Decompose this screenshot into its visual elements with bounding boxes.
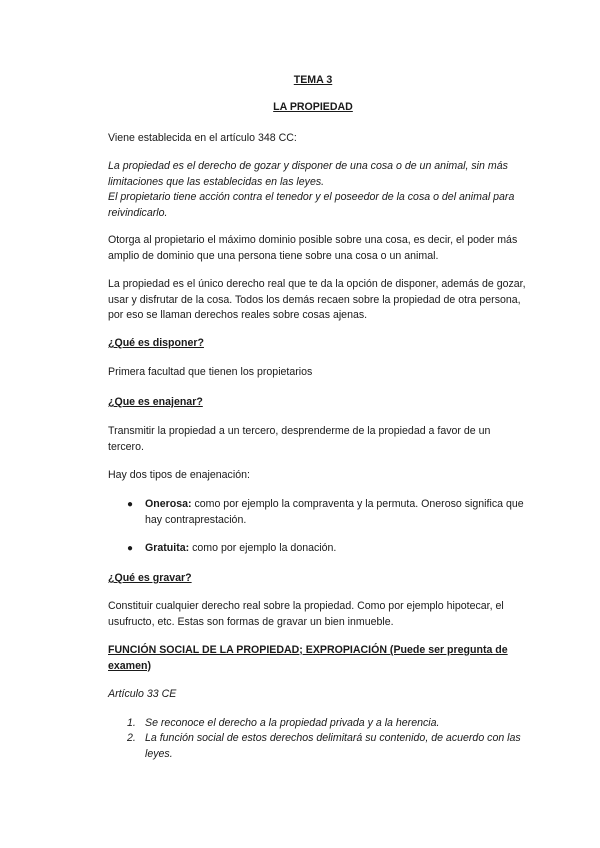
- page-subtitle: LA PROPIEDAD: [273, 101, 353, 113]
- list-number: 1.: [127, 717, 136, 729]
- bullet-marker: ●: [127, 499, 134, 510]
- paragraph-gravar: Constituir cualquier derecho real sobre la propiedad. Como por ejemplo hipotecar, el usufructo, etc. Estas son formas de gravar un bien inmueble.: [108, 600, 504, 628]
- list-item-gratuita: [145, 541, 525, 557]
- list-number: 2.: [127, 732, 136, 744]
- list-item-1: Se reconoce el derecho a la propiedad privada y a la herencia.: [145, 717, 440, 729]
- paragraph-enajenar: Transmitir la propiedad a un tercero, desprenderme de la propiedad a favor de un tercero.: [108, 425, 491, 453]
- heading-enajenar: ¿Que es enajenar?: [108, 396, 203, 408]
- article-reference: Artículo 33 CE: [108, 688, 177, 700]
- text-onerosa: como por ejemplo la compraventa y la permuta. Oneroso significa que hay contraprestación.: [145, 498, 524, 526]
- bullet-marker: ●: [127, 543, 134, 554]
- paragraph-dominio: Otorga al propietario el máximo dominio posible sobre una cosa, es decir, el poder más amplio de dominio que una persona tiene sobre una cosa o un animal.: [108, 234, 518, 262]
- heading-funcion-social: FUNCIÓN SOCIAL DE LA PROPIEDAD; EXPROPIACIÓN (Puede ser pregunta de examen): [108, 644, 508, 672]
- text-gratuita: como por ejemplo la donación.: [189, 542, 337, 554]
- paragraph-disponer: Primera facultad que tienen los propietarios: [108, 366, 313, 378]
- quote-line-2: El propietario tiene acción contra el tenedor y el poseedor de la cosa o del animal para reivindicarlo.: [108, 191, 515, 219]
- term-gratuita: Gratuita:: [145, 542, 190, 554]
- list-item-2: La función social de estos derechos delimitará su contenido, de acuerdo con las leyes.: [145, 732, 521, 760]
- quote-line-1: La propiedad es el derecho de gozar y disponer de una cosa o de un animal, sin más limitaciones que las establecidas en las leyes.: [108, 160, 508, 188]
- page-title: TEMA 3: [293, 74, 333, 86]
- list-item-onerosa: [145, 497, 525, 528]
- intro-paragraph: Viene establecida en el artículo 348 CC:: [108, 132, 297, 144]
- term-onerosa: Onerosa:: [145, 498, 192, 510]
- heading-disponer: ¿Qué es disponer?: [108, 337, 204, 349]
- paragraph-derecho-real: La propiedad es el único derecho real que te da la opción de disponer, además de gozar, usar y disfrutar de la cosa. Todos los demás recaen sobre la propiedad de otra persona, por eso se llaman derechos reales sobre cosas ajenas.: [108, 278, 526, 321]
- heading-gravar: ¿Qué es gravar?: [108, 572, 192, 584]
- paragraph-tipos: Hay dos tipos de enajenación:: [108, 469, 250, 481]
